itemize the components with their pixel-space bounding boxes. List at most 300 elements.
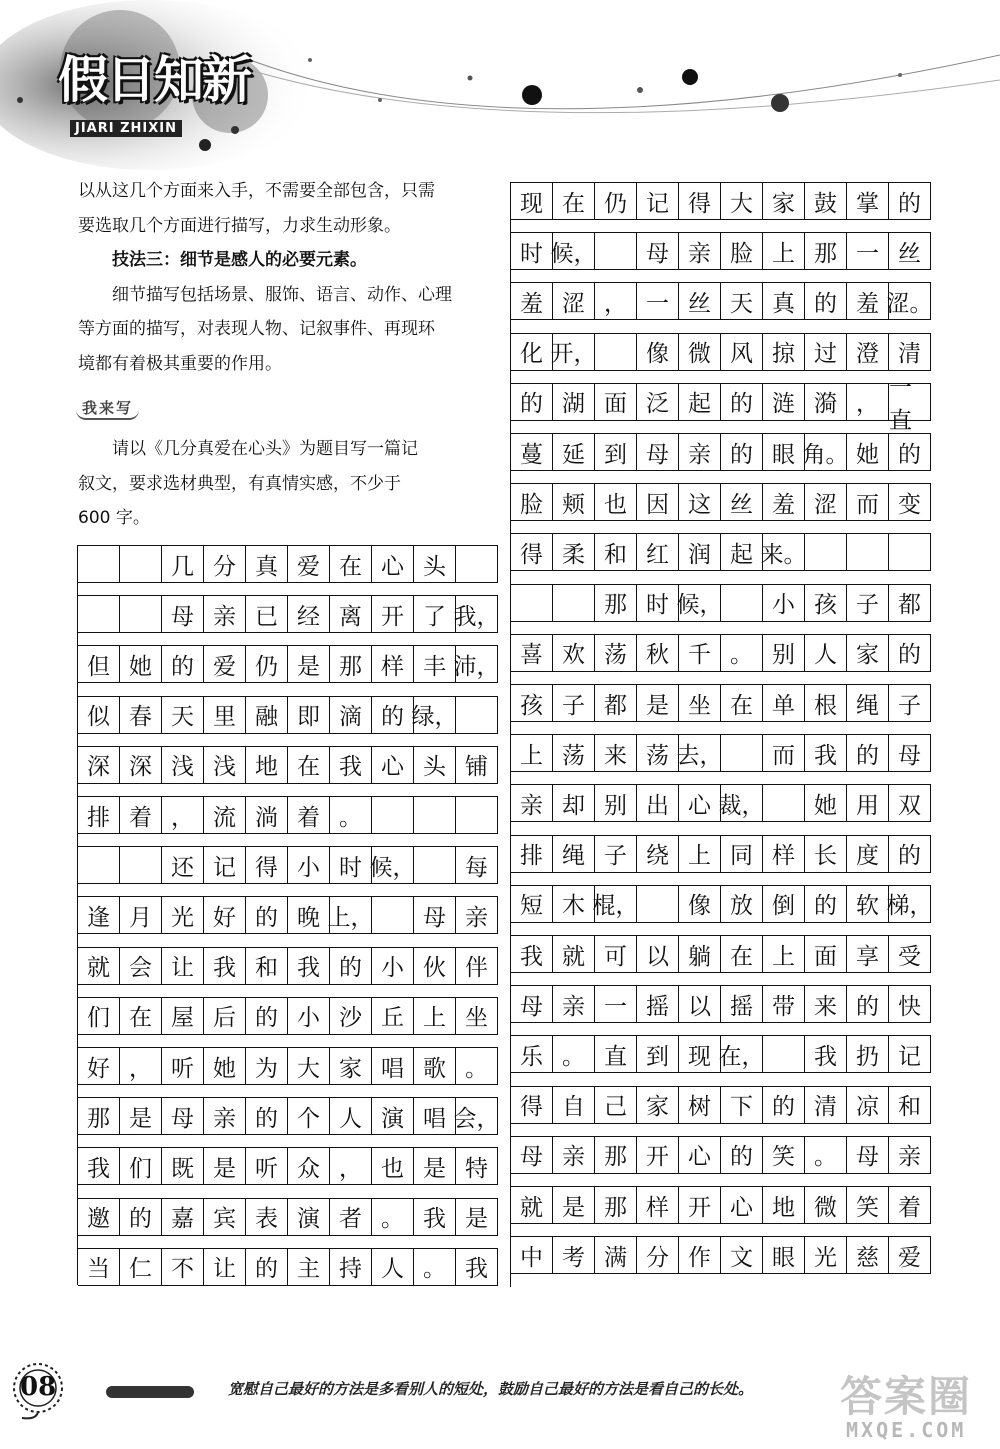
grid-cell: 是	[456, 1199, 498, 1235]
grid-cell: 就	[553, 936, 595, 972]
grid-cell: 木	[553, 886, 595, 922]
grid-cell: 着	[889, 1187, 931, 1223]
grid-cell: 我	[330, 747, 372, 783]
grid-cell: 摇	[637, 986, 679, 1022]
grid-cell: 像	[637, 334, 679, 370]
grid-cell: 地	[246, 747, 288, 783]
grid-row	[511, 182, 931, 220]
grid-cell: 放	[721, 886, 763, 922]
grid-cell: 还	[162, 847, 204, 883]
grid-cell: 坐	[456, 998, 498, 1034]
grid-cell: 歌	[414, 1048, 456, 1084]
grid-cell	[414, 847, 456, 883]
grid-cell: 。	[721, 635, 763, 671]
technique-heading: 技法三：细节是感人的必要元素。	[112, 250, 367, 270]
grid-cell: 母	[162, 596, 204, 632]
grid-row	[511, 835, 931, 873]
grid-cell	[721, 735, 763, 771]
page-header	[0, 0, 1000, 175]
grid-cell: 屋	[162, 998, 204, 1034]
grid-cell: 人	[330, 1098, 372, 1134]
grid-cell: 梯，	[889, 886, 931, 922]
grid-cell: 裁，	[721, 785, 763, 821]
watermark	[840, 1360, 990, 1445]
grid-cell: ，	[120, 1048, 162, 1084]
grid-cell: 的	[246, 897, 288, 933]
grid-cell: 了	[414, 596, 456, 632]
grid-cell: 心	[679, 1137, 721, 1173]
grid-cell: 的	[847, 735, 889, 771]
grid-row	[78, 796, 498, 834]
grid-cell: 时	[511, 233, 553, 269]
grid-cell: 在	[120, 998, 162, 1034]
section-tag: 我来写	[76, 397, 139, 420]
grid-cell: 心	[372, 747, 414, 783]
grid-cell: 而	[847, 484, 889, 520]
grid-cell: 慈	[847, 1237, 889, 1273]
grid-cell	[78, 546, 120, 582]
grid-cell	[595, 233, 637, 269]
grid-cell: 亲	[511, 785, 553, 821]
grid-cell: 羞	[847, 283, 889, 319]
grid-cell	[889, 534, 931, 570]
grid-cell: 是	[204, 1148, 246, 1184]
grid-cell: 眼	[763, 434, 805, 470]
grid-cell: 听	[162, 1048, 204, 1084]
grid-cell: 人	[372, 1249, 414, 1285]
grid-cell: 小	[372, 948, 414, 984]
grid-cell: 离	[330, 596, 372, 632]
grid-cell: 当	[78, 1249, 120, 1285]
grid-cell: 伴	[456, 948, 498, 984]
grid-cell: 母	[637, 233, 679, 269]
grid-cell: 着	[120, 797, 162, 833]
grid-row	[511, 282, 931, 320]
grid-cell: 自	[553, 1087, 595, 1123]
grid-cell: 受	[889, 936, 931, 972]
grid-cell: 是	[120, 1098, 162, 1134]
grid-cell: 亲	[456, 897, 498, 933]
grid-cell: 伙	[414, 948, 456, 984]
grid-cell: 在	[330, 546, 372, 582]
grid-cell	[805, 534, 847, 570]
grid-cell: 就	[511, 1187, 553, 1223]
grid-cell: 沛，	[456, 646, 498, 682]
grid-cell: 得	[246, 847, 288, 883]
grid-cell: 别	[763, 635, 805, 671]
grid-cell: 候，	[679, 585, 721, 621]
grid-cell: 样	[763, 836, 805, 872]
grid-cell: 子	[553, 685, 595, 721]
grid-cell: 即	[288, 697, 330, 733]
grid-cell: 在	[288, 747, 330, 783]
grid-cell: 爱	[889, 1237, 931, 1273]
grid-cell: 下	[721, 1087, 763, 1123]
grid-cell: 持	[330, 1249, 372, 1285]
grid-cell: 头	[414, 747, 456, 783]
grid-cell: 到	[637, 1036, 679, 1072]
grid-cell: 已	[246, 596, 288, 632]
grid-cell: 我，	[456, 596, 498, 632]
grid-cell: 脸	[721, 233, 763, 269]
grid-cell: 湖	[553, 384, 595, 420]
grid-cell: 大	[721, 183, 763, 219]
grid-cell: 铺	[456, 747, 498, 783]
grid-cell: 丝	[721, 484, 763, 520]
grid-cell: 真	[763, 283, 805, 319]
intro-text	[78, 174, 478, 381]
grid-cell: 亲	[889, 1137, 931, 1173]
grid-cell: 角。	[805, 434, 847, 470]
grid-cell: 脸	[511, 484, 553, 520]
grid-cell: 记	[204, 847, 246, 883]
grid-cell: 逢	[78, 897, 120, 933]
grid-cell	[763, 785, 805, 821]
grid-cell: 亲	[679, 434, 721, 470]
grid-cell: 我	[78, 1148, 120, 1184]
grid-cell: 度	[847, 836, 889, 872]
grid-cell: 孩	[805, 585, 847, 621]
grid-cell: 好	[204, 897, 246, 933]
grid-cell: 棍，	[595, 886, 637, 922]
grid-row	[78, 846, 498, 884]
grid-cell: 微	[805, 1187, 847, 1223]
grid-cell: 涩	[553, 283, 595, 319]
grid-cell: 深	[78, 747, 120, 783]
grid-cell: 直	[595, 1036, 637, 1072]
grid-cell: 中	[511, 1237, 553, 1273]
grid-cell: 绳	[847, 685, 889, 721]
prompt-line: 600 字。	[78, 508, 150, 528]
grid-cell: 小	[288, 847, 330, 883]
grid-cell: 而	[763, 735, 805, 771]
grid-cell: 的	[889, 635, 931, 671]
prompt-line: 叙文，要求选材典型，有真情实感，不少于	[78, 473, 401, 494]
grid-cell: 凉	[847, 1087, 889, 1123]
grid-cell: 那	[78, 1098, 120, 1134]
grid-row	[78, 545, 498, 583]
grid-cell: 清	[805, 1087, 847, 1123]
grid-cell	[456, 697, 498, 733]
footer-bar	[106, 1386, 194, 1398]
grid-cell: 上	[763, 233, 805, 269]
brand-pinyin: JIARI ZHIXIN	[70, 120, 182, 137]
grid-cell: 欢	[553, 635, 595, 671]
grid-cell: 都	[595, 685, 637, 721]
grid-cell: 我	[204, 948, 246, 984]
grid-row	[78, 1097, 498, 1135]
grid-row	[511, 885, 931, 923]
grid-row	[511, 483, 931, 521]
grid-cell	[78, 847, 120, 883]
essay-grid-left	[77, 545, 498, 1285]
grid-row	[78, 595, 498, 633]
grid-cell: 每	[456, 847, 498, 883]
grid-row	[511, 935, 931, 973]
grid-cell: 真	[246, 546, 288, 582]
grid-cell: 乐	[511, 1036, 553, 1072]
grid-cell: 润	[679, 534, 721, 570]
grid-cell: 嘉	[162, 1199, 204, 1235]
grid-cell: 样	[637, 1187, 679, 1223]
grid-cell: 和	[246, 948, 288, 984]
grid-cell: 我	[805, 1036, 847, 1072]
grid-cell: 和	[595, 534, 637, 570]
grid-cell: 浅	[162, 747, 204, 783]
grid-cell: 分	[637, 1237, 679, 1273]
grid-cell: 去，	[679, 735, 721, 771]
grid-cell: 光	[805, 1237, 847, 1273]
grid-cell: 满	[595, 1237, 637, 1273]
grid-cell: 排	[511, 836, 553, 872]
grid-row	[78, 1248, 498, 1286]
grid-cell: 候，	[553, 233, 595, 269]
grid-cell: 母	[414, 897, 456, 933]
grid-cell: 的	[162, 646, 204, 682]
grid-cell: 笑	[847, 1187, 889, 1223]
grid-cell: 涩。	[889, 283, 931, 319]
grid-cell: 是	[637, 685, 679, 721]
essay-grid-right	[510, 182, 931, 1287]
grid-cell: 开	[372, 596, 414, 632]
grid-cell: 爱	[204, 646, 246, 682]
grid-cell: 面	[805, 936, 847, 972]
grid-cell	[637, 886, 679, 922]
grid-row	[78, 696, 498, 734]
grid-cell: 眼	[763, 1237, 805, 1273]
grid-cell: 过	[805, 334, 847, 370]
grid-cell	[721, 585, 763, 621]
grid-cell: 绿，	[414, 697, 456, 733]
grid-cell: 享	[847, 936, 889, 972]
grid-cell: 特	[456, 1148, 498, 1184]
grid-cell: 丰	[414, 646, 456, 682]
grid-row	[511, 374, 931, 434]
grid-row	[78, 1047, 498, 1085]
grid-cell: 的	[889, 183, 931, 219]
grid-cell: 亲	[553, 986, 595, 1022]
grid-cell: 亲	[204, 1098, 246, 1134]
grid-cell	[763, 1036, 805, 1072]
grid-cell: 根	[805, 685, 847, 721]
grid-cell: 面	[595, 384, 637, 420]
grid-cell: 家	[637, 1087, 679, 1123]
grid-cell: 的	[246, 998, 288, 1034]
grid-cell: 微	[679, 334, 721, 370]
grid-cell: 开，	[553, 334, 595, 370]
grid-cell: 掠	[763, 334, 805, 370]
grid-cell: 滴	[330, 697, 372, 733]
grid-cell: 们	[120, 1148, 162, 1184]
prompt-line: 请以《几分真爱在心头》为题目写一篇记	[112, 439, 418, 459]
grid-cell: 因	[637, 484, 679, 520]
grid-cell: 的	[120, 1199, 162, 1235]
grid-cell: 母	[847, 1137, 889, 1173]
page-number-badge	[8, 1350, 78, 1420]
grid-cell: 。	[330, 797, 372, 833]
brand-title: 假日知新	[58, 51, 250, 109]
grid-cell: 的	[721, 434, 763, 470]
grid-cell: 融	[246, 697, 288, 733]
grid-cell: 既	[162, 1148, 204, 1184]
grid-cell	[595, 334, 637, 370]
grid-cell: 为	[246, 1048, 288, 1084]
grid-cell: 心	[372, 546, 414, 582]
grid-cell: 会	[120, 948, 162, 984]
grid-cell: 她	[120, 646, 162, 682]
grid-row	[511, 584, 931, 622]
grid-cell: 是	[414, 1148, 456, 1184]
grid-cell: 亲	[204, 596, 246, 632]
grid-cell: 躺	[679, 936, 721, 972]
grid-cell: 倒	[763, 886, 805, 922]
grid-cell: 那	[330, 646, 372, 682]
grid-cell: 。	[456, 1048, 498, 1084]
grid-cell: 月	[120, 897, 162, 933]
grid-cell: 别	[595, 785, 637, 821]
grid-cell: 上	[763, 936, 805, 972]
grid-cell: 颊	[553, 484, 595, 520]
grid-cell: 经	[288, 596, 330, 632]
grid-cell: 。	[805, 1137, 847, 1173]
grid-row	[78, 1198, 498, 1236]
grid-cell: 喜	[511, 635, 553, 671]
grid-cell: 上，	[330, 897, 372, 933]
grid-cell: 的	[889, 836, 931, 872]
grid-cell: 可	[595, 936, 637, 972]
grid-cell: 开	[679, 1187, 721, 1223]
grid-row	[511, 433, 931, 471]
grid-cell: 出	[637, 785, 679, 821]
grid-cell: 就	[78, 948, 120, 984]
grid-cell: 小	[288, 998, 330, 1034]
grid-cell: 。	[553, 1036, 595, 1072]
grid-cell: 一	[595, 986, 637, 1022]
grid-cell: 澄	[847, 334, 889, 370]
grid-cell: 一	[637, 283, 679, 319]
grid-cell: 的	[721, 1137, 763, 1173]
grid-cell: 的	[246, 1249, 288, 1285]
grid-cell: 宾	[204, 1199, 246, 1235]
grid-cell: 着	[288, 797, 330, 833]
grid-cell: 红	[637, 534, 679, 570]
grid-cell: 上	[679, 836, 721, 872]
grid-cell: 涟	[763, 384, 805, 420]
grid-cell: 母	[637, 434, 679, 470]
grid-cell: 短	[511, 886, 553, 922]
grid-cell: 排	[78, 797, 120, 833]
grid-cell: 的	[763, 1087, 805, 1123]
grid-cell: 泛	[637, 384, 679, 420]
grid-cell: 淌	[246, 797, 288, 833]
grid-row	[78, 746, 498, 784]
grid-cell: 几	[162, 546, 204, 582]
grid-cell: 是	[553, 1187, 595, 1223]
grid-cell: 。	[372, 1199, 414, 1235]
grid-cell: 亲	[553, 1137, 595, 1173]
detail-line: 等方面的描写，对表现人物、记叙事件、再现环	[78, 319, 435, 339]
grid-cell: 到	[595, 434, 637, 470]
grid-cell: 羞	[511, 283, 553, 319]
grid-cell: 都	[889, 585, 931, 621]
grid-cell: 的	[889, 434, 931, 470]
grid-cell: 笑	[763, 1137, 805, 1173]
watermark-url: MXQE.COM	[846, 1418, 967, 1442]
grid-cell: 我	[456, 1249, 498, 1285]
watermark-text: 答案圈	[840, 1372, 973, 1421]
grid-row	[511, 985, 931, 1023]
grid-cell: 家	[847, 635, 889, 671]
grid-cell: 来	[595, 735, 637, 771]
grid-cell: 天	[721, 283, 763, 319]
grid-cell: 爱	[288, 546, 330, 582]
grid-cell: 一	[847, 233, 889, 269]
grid-cell: 绳	[553, 836, 595, 872]
grid-row	[78, 645, 498, 683]
grid-row	[78, 997, 498, 1035]
grid-cell: 千	[679, 635, 721, 671]
grid-cell: 不	[162, 1249, 204, 1285]
grid-cell: 头	[414, 546, 456, 582]
grid-cell: ，	[162, 797, 204, 833]
grid-cell: 现	[511, 183, 553, 219]
grid-cell: 的	[805, 886, 847, 922]
grid-cell: 演	[288, 1199, 330, 1235]
grid-cell: 唱	[372, 1048, 414, 1084]
grid-cell: 绕	[637, 836, 679, 872]
grid-cell: 一直	[889, 384, 931, 420]
grid-cell: 得	[511, 1087, 553, 1123]
grid-row	[78, 1147, 498, 1185]
grid-cell: 这	[679, 484, 721, 520]
grid-cell: 得	[679, 183, 721, 219]
grid-row	[511, 734, 931, 772]
grid-cell: 在，	[721, 1036, 763, 1072]
grid-cell: 邀	[78, 1199, 120, 1235]
grid-cell: 双	[889, 785, 931, 821]
grid-cell: 作	[679, 1237, 721, 1273]
grid-cell: 坐	[679, 685, 721, 721]
grid-cell: 。	[414, 1249, 456, 1285]
grid-cell: 像	[679, 886, 721, 922]
grid-cell: 孩	[511, 685, 553, 721]
grid-cell	[372, 797, 414, 833]
grid-cell: 我	[511, 936, 553, 972]
grid-cell: 流	[204, 797, 246, 833]
page-number: 08	[20, 1372, 57, 1402]
grid-cell: 带	[763, 986, 805, 1022]
grid-cell: 仁	[120, 1249, 162, 1285]
grid-cell: 们	[78, 998, 120, 1034]
grid-cell: 那	[805, 233, 847, 269]
grid-cell: 是	[288, 646, 330, 682]
grid-cell: 众	[288, 1148, 330, 1184]
grid-cell	[456, 797, 498, 833]
grid-cell: 荡	[553, 735, 595, 771]
grid-cell: 化	[511, 334, 553, 370]
grid-cell: 后	[204, 998, 246, 1034]
grid-cell	[847, 534, 889, 570]
grid-cell: 鼓	[805, 183, 847, 219]
grid-cell: 者	[330, 1199, 372, 1235]
grid-row	[511, 684, 931, 722]
grid-cell: 秋	[637, 635, 679, 671]
detail-line: 细节描写包括场景、服饰、语言、动作、心理	[112, 284, 452, 305]
grid-cell: 晚	[288, 897, 330, 933]
grid-cell: 天	[162, 697, 204, 733]
grid-row	[511, 533, 931, 571]
grid-cell: 快	[889, 986, 931, 1022]
